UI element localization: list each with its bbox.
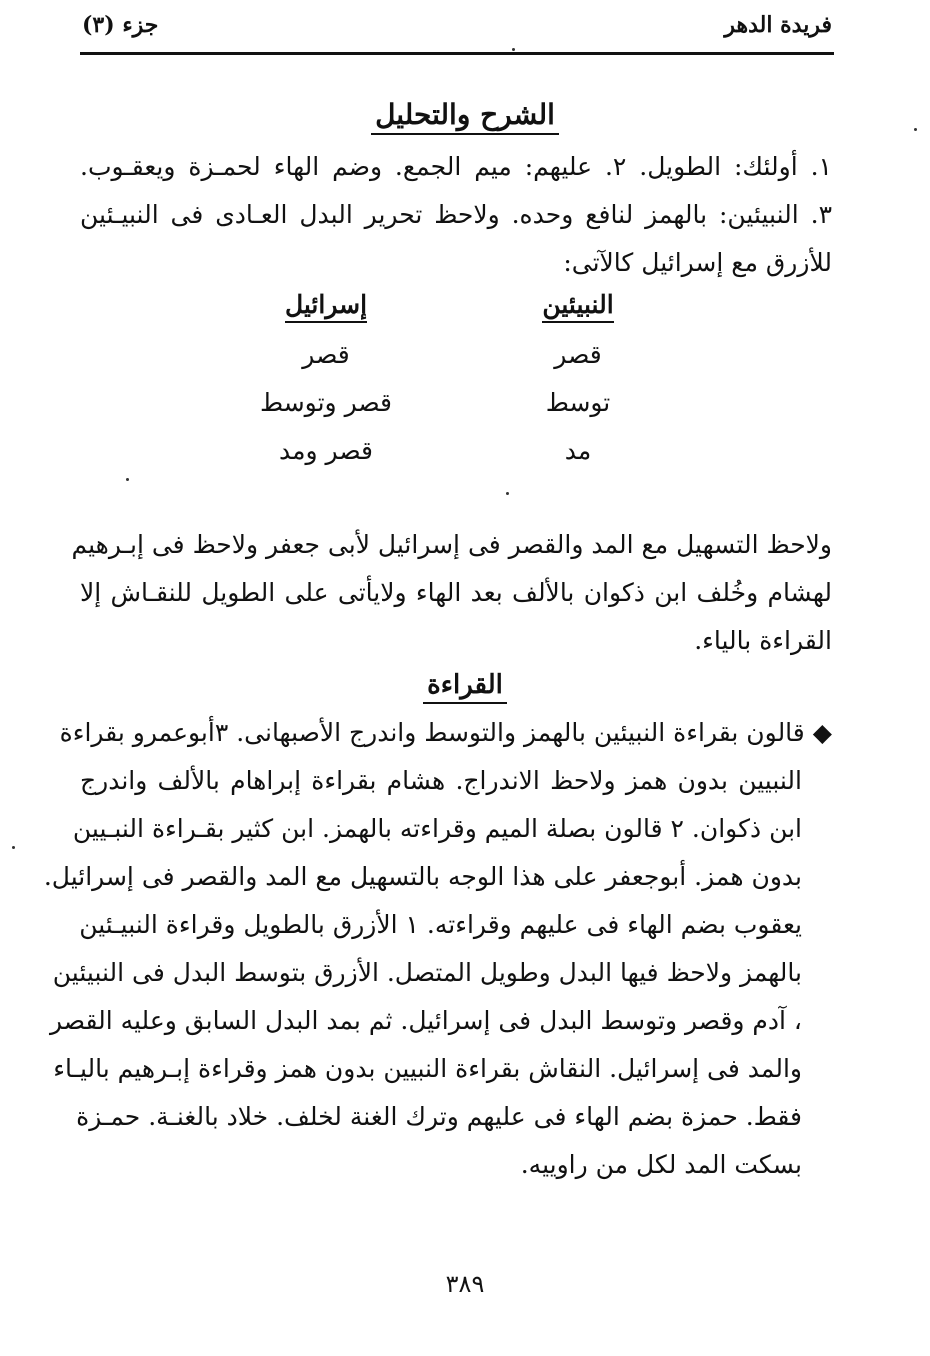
table-cell: قصر xyxy=(302,340,350,369)
scan-speck xyxy=(506,492,509,495)
qiraa-line: ابن ذكوان. ٢ قالون بصلة الميم وقراءته بالهمز. ابن كثير بقـراءة النبـيين xyxy=(72,814,802,843)
qiraa-line: بدون همز. أبوجعفر على هذا الوجه بالتسهيل مع المد والقصر فى إسرائيل. xyxy=(43,862,802,891)
note-line: القراءة بالياء. xyxy=(694,626,832,655)
section-title-qiraa-text: القراءة xyxy=(423,670,507,704)
table-cell: قصر وتوسط xyxy=(260,388,392,417)
scan-speck xyxy=(512,48,515,51)
qiraa-line: بسكت المد لكل من راوييه. xyxy=(520,1150,802,1179)
table-header-israil-text: إسرائيل xyxy=(285,290,367,323)
table-cell: قصر ومد xyxy=(279,436,373,465)
diamond-bullet-icon: ◆ xyxy=(812,718,832,747)
qiraa-line: ، آدم وقصر وتوسط البدل فى إسرائيل. ثم بمد البدل السابق وعليه القصر xyxy=(49,1006,802,1035)
note-line: لهشام وخُلف ابن ذكوان بالألف بعد الهاء ولايأتى على الطويل للنقـاش إلا xyxy=(80,578,833,607)
note-line: ولاحظ التسهيل مع المد والقصر فى إسرائيل لأبى جعفر ولاحظ فى إبـرهيم xyxy=(71,530,832,559)
table-cell: قصر xyxy=(554,340,602,369)
scan-speck xyxy=(126,478,129,481)
qiraa-line-text: قالون بقراءة النبيئين بالهمز والتوسط واندرج الأصبهانى. ٣أبوعمرو بقراءة xyxy=(59,718,805,747)
table-header-israil xyxy=(226,290,426,323)
section-title-sharh-text: الشرح والتحليل xyxy=(371,98,559,135)
sharh-line: ١. أولئك: الطويل. ٢. عليهم: ميم الجمع. وضم الهاء لحمـزة ويعقـوب. xyxy=(80,152,832,181)
qiraa-line: فقط. حمزة بضم الهاء فى عليهم وترك الغنة لخلف. خلاد بالغنـة. حمـزة xyxy=(76,1102,802,1131)
qiraa-line: بالهمز ولاحظ فيها البدل وطويل المتصل. الأزرق بتوسط البدل فى النبيئين xyxy=(52,958,802,987)
section-title-qiraa xyxy=(0,670,930,704)
sharh-line: ٣. النبيئين: بالهمز لنافع وحده. ولاحظ تحرير البدل العـادى فى النبيـئين xyxy=(80,200,832,229)
qiraa-line: يعقوب بضم الهاء فى عليهم وقراءته. ١ الأزرق بالطويل وقراءة النبيـئين xyxy=(79,910,802,939)
scan-speck xyxy=(914,128,917,131)
table-header-nabiin-text: النبيئين xyxy=(542,290,613,323)
qiraa-line: النبيين بدون همز ولاحظ الاندراج. هشام بقراءة إبراهام بالألف واندرج xyxy=(80,766,802,795)
section-title-sharh xyxy=(0,98,930,135)
table-header-nabiin xyxy=(478,290,678,323)
sharh-line: للأزرق مع إسرائيل كالآتى: xyxy=(563,248,832,277)
page-number: ٣٨٩ xyxy=(445,1270,485,1298)
header-part-number: جزء (٣) xyxy=(82,12,159,38)
qiraa-line: والمد فى إسرائيل. النقاش بقراءة النبيين بدون همز وقراءة إبـرهيم باليـاء xyxy=(53,1054,802,1083)
table-cell: مد xyxy=(564,436,592,465)
header-book-title: فريدة الدهر xyxy=(724,12,832,38)
header-rule xyxy=(80,52,834,55)
table-cell: توسط xyxy=(545,388,611,417)
scan-speck xyxy=(12,846,15,849)
qiraa-line xyxy=(59,718,832,747)
